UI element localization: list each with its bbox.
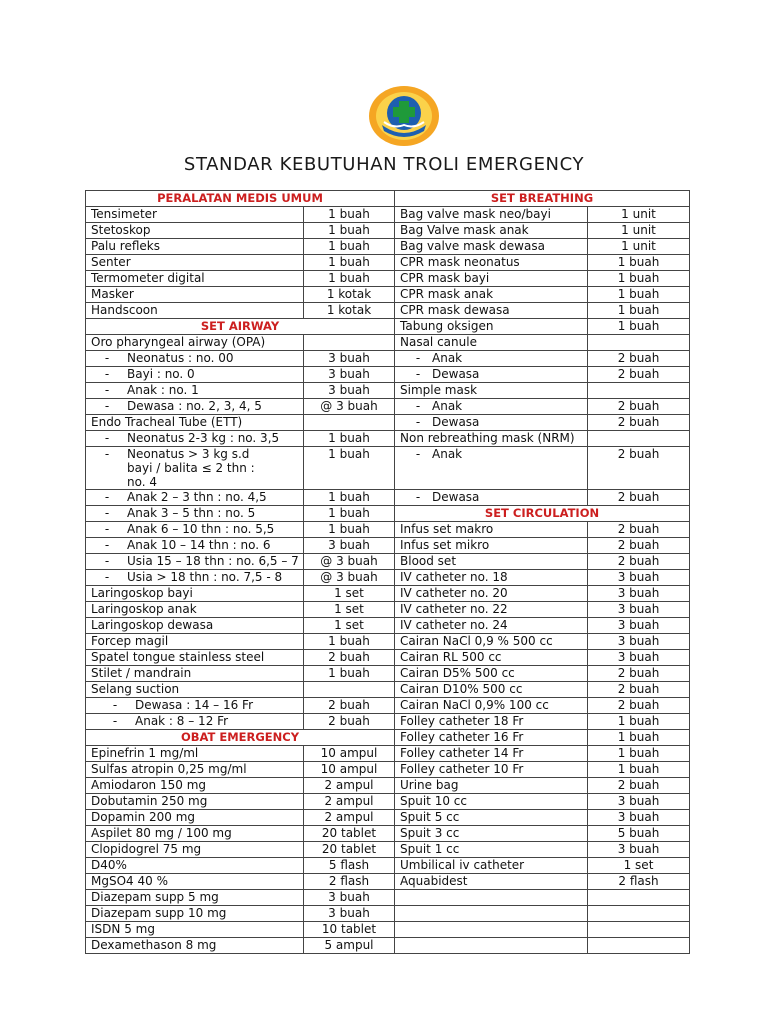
right-item-name: CPR mask dewasa — [395, 303, 588, 319]
left-item-qty: 1 buah — [304, 239, 395, 255]
left-item-name: Laringoskop bayi — [86, 586, 304, 602]
table-row — [86, 666, 690, 682]
right-item-qty: 3 buah — [588, 586, 690, 602]
right-item-qty: 1 buah — [588, 730, 690, 746]
left-item-qty: 3 buah — [304, 367, 395, 383]
left-item-qty: 1 kotak — [304, 287, 395, 303]
left-item-qty: 1 set — [304, 618, 395, 634]
left-item-name — [86, 570, 304, 586]
left-item-qty: 10 ampul — [304, 746, 395, 762]
table-row — [86, 415, 690, 431]
left-item-qty: 1 set — [304, 602, 395, 618]
left-item-qty: 1 buah — [304, 223, 395, 239]
left-item-qty: 1 buah — [304, 522, 395, 538]
left-item-name: Stilet / mandrain — [86, 666, 304, 682]
right-item-qty: 2 buah — [588, 554, 690, 570]
item-label: Anak — [432, 351, 463, 365]
right-item-name: IV catheter no. 18 — [395, 570, 588, 586]
left-item-qty: 20 tablet — [304, 842, 395, 858]
item-label: Usia 15 – 18 thn : no. 6,5 – 7 — [127, 554, 299, 568]
table-row — [86, 794, 690, 810]
table-row — [86, 239, 690, 255]
left-item-qty: 10 tablet — [304, 922, 395, 938]
left-item-name: Selang suction — [86, 682, 304, 698]
left-item-name — [86, 383, 304, 399]
right-item-name: Infus set makro — [395, 522, 588, 538]
table-row — [86, 367, 690, 383]
left-item-name — [86, 554, 304, 570]
left-item-name: Masker — [86, 287, 304, 303]
left-item-name — [86, 538, 304, 554]
right-item-name: Folley catheter 16 Fr — [395, 730, 588, 746]
right-item-qty: 3 buah — [588, 810, 690, 826]
left-item-name: MgSO4 40 % — [86, 874, 304, 890]
table-row — [86, 335, 690, 351]
right-item-name: CPR mask anak — [395, 287, 588, 303]
right-item-name: Cairan NaCl 0,9 % 500 cc — [395, 634, 588, 650]
left-item-name: Diazepam supp 10 mg — [86, 906, 304, 922]
right-item-qty: 2 buah — [588, 666, 690, 682]
right-item-qty: 3 buah — [588, 842, 690, 858]
table-row — [86, 207, 690, 223]
right-item-name: CPR mask neonatus — [395, 255, 588, 271]
list-dash: - — [104, 367, 110, 381]
right-item-qty: 3 buah — [588, 650, 690, 666]
left-item-name: Endo Tracheal Tube (ETT) — [86, 415, 304, 431]
item-label: Dewasa — [432, 415, 480, 429]
table-row — [86, 810, 690, 826]
left-item-name: Stetoskop — [86, 223, 304, 239]
list-dash: - — [104, 447, 110, 461]
left-item-name: Termometer digital — [86, 271, 304, 287]
left-item-name — [86, 490, 304, 506]
right-item-qty: 2 buah — [588, 682, 690, 698]
left-item-qty: 1 buah — [304, 666, 395, 682]
table-row — [86, 431, 690, 447]
left-item-name: Dobutamin 250 mg — [86, 794, 304, 810]
item-label: Neonatus 2-3 kg : no. 3,5 — [127, 431, 280, 445]
right-item-name — [395, 890, 588, 906]
right-item-qty: 2 buah — [588, 351, 690, 367]
right-item-name: CPR mask bayi — [395, 271, 588, 287]
left-item-name: Senter — [86, 255, 304, 271]
table-row — [86, 287, 690, 303]
left-item-qty: 2 ampul — [304, 810, 395, 826]
right-item-name — [395, 938, 588, 954]
left-item-qty: 2 buah — [304, 714, 395, 730]
right-item-qty: 3 buah — [588, 634, 690, 650]
table-row — [86, 319, 690, 335]
table-row — [86, 634, 690, 650]
left-item-qty: 1 buah — [304, 271, 395, 287]
right-item-name: Cairan NaCl 0,9% 100 cc — [395, 698, 588, 714]
table-row — [86, 890, 690, 906]
left-item-name — [86, 447, 304, 490]
left-item-qty: 3 buah — [304, 906, 395, 922]
right-item-name: Spuit 5 cc — [395, 810, 588, 826]
list-dash: - — [415, 490, 421, 504]
left-item-qty: 3 buah — [304, 351, 395, 367]
left-item-name: Sulfas atropin 0,25 mg/ml — [86, 762, 304, 778]
item-label: Anak : 8 – 12 Fr — [135, 714, 229, 728]
left-item-qty: 2 buah — [304, 650, 395, 666]
right-item-qty: 1 unit — [588, 239, 690, 255]
table-row — [86, 618, 690, 634]
table-row — [86, 682, 690, 698]
table-row — [86, 538, 690, 554]
left-item-qty: 1 buah — [304, 431, 395, 447]
table-row — [86, 191, 690, 207]
left-item-name: Spatel tongue stainless steel — [86, 650, 304, 666]
list-dash: - — [415, 351, 421, 365]
table-row — [86, 714, 690, 730]
left-item-qty — [304, 682, 395, 698]
left-item-name: Dopamin 200 mg — [86, 810, 304, 826]
left-item-qty: 1 buah — [304, 490, 395, 506]
table-row — [86, 223, 690, 239]
right-item-qty — [588, 906, 690, 922]
right-item-qty: 1 buah — [588, 287, 690, 303]
list-dash: - — [104, 538, 110, 552]
section-header: SET AIRWAY — [86, 319, 395, 335]
right-item-qty: 2 buah — [588, 490, 690, 506]
table-row — [86, 303, 690, 319]
right-item-name — [395, 447, 588, 490]
right-item-qty — [588, 335, 690, 351]
right-item-name: Infus set mikro — [395, 538, 588, 554]
table-row — [86, 906, 690, 922]
left-item-name — [86, 351, 304, 367]
right-item-name — [395, 351, 588, 367]
table-row — [86, 778, 690, 794]
right-item-name: Bag valve mask neo/bayi — [395, 207, 588, 223]
item-label: Anak 6 – 10 thn : no. 5,5 — [127, 522, 275, 536]
right-item-name: Bag valve mask dewasa — [395, 239, 588, 255]
left-item-name — [86, 431, 304, 447]
left-item-qty: 1 set — [304, 586, 395, 602]
right-item-name: Cairan D10% 500 cc — [395, 682, 588, 698]
section-header: PERALATAN MEDIS UMUM — [86, 191, 395, 207]
item-label: Anak 2 – 3 thn : no. 4,5 — [127, 490, 267, 504]
list-dash: - — [104, 554, 110, 568]
emergency-trolley-table — [85, 190, 690, 954]
left-item-qty: @ 3 buah — [304, 554, 395, 570]
item-label: Usia > 18 thn : no. 7,5 - 8 — [127, 570, 283, 584]
left-item-qty: 2 flash — [304, 874, 395, 890]
right-item-name: Umbilical iv catheter — [395, 858, 588, 874]
right-item-qty: 5 buah — [588, 826, 690, 842]
list-dash: - — [415, 447, 421, 461]
left-item-name — [86, 399, 304, 415]
right-item-name: Spuit 3 cc — [395, 826, 588, 842]
right-item-name: Blood set — [395, 554, 588, 570]
list-dash: - — [104, 506, 110, 520]
item-label: Dewasa — [432, 490, 480, 504]
right-item-qty — [588, 890, 690, 906]
item-label: Dewasa : no. 2, 3, 4, 5 — [127, 399, 262, 413]
list-dash: - — [415, 399, 421, 413]
right-item-name: Spuit 10 cc — [395, 794, 588, 810]
right-item-name — [395, 922, 588, 938]
right-item-qty: 1 buah — [588, 762, 690, 778]
left-item-name — [86, 714, 304, 730]
right-item-name: Non rebreathing mask (NRM) — [395, 431, 588, 447]
left-item-qty: 1 buah — [304, 255, 395, 271]
list-dash: - — [104, 351, 110, 365]
right-item-qty: 2 buah — [588, 399, 690, 415]
table-row — [86, 922, 690, 938]
item-label: Neonatus : no. 00 — [127, 351, 234, 365]
left-item-name — [86, 522, 304, 538]
right-item-qty: 1 buah — [588, 303, 690, 319]
table-row — [86, 842, 690, 858]
right-item-qty: 1 buah — [588, 714, 690, 730]
list-dash: - — [104, 399, 110, 413]
right-item-qty: 2 buah — [588, 522, 690, 538]
list-dash: - — [112, 714, 118, 728]
right-item-name: Folley catheter 10 Fr — [395, 762, 588, 778]
list-dash: - — [104, 570, 110, 584]
table-row — [86, 351, 690, 367]
table-row — [86, 554, 690, 570]
table-row — [86, 586, 690, 602]
right-item-qty: 3 buah — [588, 618, 690, 634]
left-item-name: Aspilet 80 mg / 100 mg — [86, 826, 304, 842]
table-row — [86, 698, 690, 714]
item-label: Anak 10 – 14 thn : no. 6 — [127, 538, 271, 552]
left-item-qty: 3 buah — [304, 383, 395, 399]
left-item-name: Oro pharyngeal airway (OPA) — [86, 335, 304, 351]
right-item-qty: 1 set — [588, 858, 690, 874]
left-item-qty: @ 3 buah — [304, 570, 395, 586]
left-item-name — [86, 698, 304, 714]
left-item-name: Diazepam supp 5 mg — [86, 890, 304, 906]
right-item-name: Nasal canule — [395, 335, 588, 351]
list-dash: - — [104, 522, 110, 536]
table-row — [86, 522, 690, 538]
right-item-qty — [588, 431, 690, 447]
section-header: SET BREATHING — [395, 191, 690, 207]
right-item-name — [395, 415, 588, 431]
right-item-qty: 3 buah — [588, 794, 690, 810]
left-item-qty: 3 buah — [304, 538, 395, 554]
table-row — [86, 255, 690, 271]
left-item-name: Laringoskop anak — [86, 602, 304, 618]
table-row — [86, 858, 690, 874]
right-item-qty: 3 buah — [588, 570, 690, 586]
left-item-name: Dexamethason 8 mg — [86, 938, 304, 954]
section-header: OBAT EMERGENCY — [86, 730, 395, 746]
item-label: Dewasa : 14 – 16 Fr — [135, 698, 254, 712]
left-item-qty: 5 flash — [304, 858, 395, 874]
right-item-name: Urine bag — [395, 778, 588, 794]
left-item-qty: 1 buah — [304, 634, 395, 650]
right-item-name: Aquabidest — [395, 874, 588, 890]
table-row — [86, 506, 690, 522]
right-item-qty: 1 buah — [588, 319, 690, 335]
right-item-qty — [588, 938, 690, 954]
table-row — [86, 730, 690, 746]
table-row — [86, 746, 690, 762]
list-dash: - — [112, 698, 118, 712]
right-item-name: Spuit 1 cc — [395, 842, 588, 858]
table-row — [86, 826, 690, 842]
left-item-name: Tensimeter — [86, 207, 304, 223]
right-item-qty: 1 buah — [588, 271, 690, 287]
left-item-qty — [304, 415, 395, 431]
right-item-name: IV catheter no. 20 — [395, 586, 588, 602]
right-item-name: Cairan D5% 500 cc — [395, 666, 588, 682]
left-item-qty: 10 ampul — [304, 762, 395, 778]
list-dash: - — [104, 490, 110, 504]
item-label: Dewasa — [432, 367, 480, 381]
right-item-qty: 2 buah — [588, 778, 690, 794]
section-header: SET CIRCULATION — [395, 506, 690, 522]
right-item-name: Bag Valve mask anak — [395, 223, 588, 239]
right-item-name — [395, 399, 588, 415]
right-item-name: Folley catheter 18 Fr — [395, 714, 588, 730]
right-item-name — [395, 490, 588, 506]
left-item-qty: 2 ampul — [304, 794, 395, 810]
right-item-name: Folley catheter 14 Fr — [395, 746, 588, 762]
right-item-name: Cairan RL 500 cc — [395, 650, 588, 666]
left-item-name: Laringoskop dewasa — [86, 618, 304, 634]
right-item-name: IV catheter no. 22 — [395, 602, 588, 618]
left-item-qty: 1 buah — [304, 447, 395, 490]
right-item-name: IV catheter no. 24 — [395, 618, 588, 634]
table-row — [86, 602, 690, 618]
right-item-qty: 2 buah — [588, 367, 690, 383]
item-label: Neonatus > 3 kg s.d bayi / balita ≤ 2 thn : no. 4 — [127, 447, 255, 489]
left-item-qty: 2 ampul — [304, 778, 395, 794]
right-item-name: Tabung oksigen — [395, 319, 588, 335]
table-row — [86, 399, 690, 415]
table-row — [86, 570, 690, 586]
right-item-name — [395, 367, 588, 383]
left-item-qty — [304, 335, 395, 351]
right-item-qty: 2 buah — [588, 538, 690, 554]
right-item-qty: 3 buah — [588, 602, 690, 618]
left-item-name: Epinefrin 1 mg/ml — [86, 746, 304, 762]
item-label: Anak : no. 1 — [127, 383, 199, 397]
table-row — [86, 650, 690, 666]
table-row — [86, 490, 690, 506]
table-row — [86, 447, 690, 490]
item-label: Bayi : no. 0 — [127, 367, 195, 381]
list-dash: - — [104, 383, 110, 397]
right-item-qty — [588, 383, 690, 399]
right-item-qty: 1 buah — [588, 255, 690, 271]
left-item-qty: 2 buah — [304, 698, 395, 714]
left-item-name — [86, 367, 304, 383]
table-row — [86, 762, 690, 778]
item-label: Anak 3 – 5 thn : no. 5 — [127, 506, 256, 520]
right-item-qty: 2 buah — [588, 447, 690, 490]
item-label: Anak — [432, 399, 463, 413]
left-item-qty: 3 buah — [304, 890, 395, 906]
left-item-qty: 1 buah — [304, 207, 395, 223]
right-item-qty: 2 buah — [588, 698, 690, 714]
left-item-name: Forcep magil — [86, 634, 304, 650]
left-item-name: Handscoon — [86, 303, 304, 319]
right-item-qty: 1 unit — [588, 207, 690, 223]
left-item-name: D40% — [86, 858, 304, 874]
left-item-name: Clopidogrel 75 mg — [86, 842, 304, 858]
item-label: Anak — [432, 447, 463, 461]
list-dash: - — [104, 431, 110, 445]
right-item-qty: 1 buah — [588, 746, 690, 762]
table-row — [86, 874, 690, 890]
right-item-qty — [588, 922, 690, 938]
left-item-qty: 1 buah — [304, 506, 395, 522]
left-item-name: Amiodaron 150 mg — [86, 778, 304, 794]
left-item-qty: 20 tablet — [304, 826, 395, 842]
list-dash: - — [415, 415, 421, 429]
right-item-qty: 1 unit — [588, 223, 690, 239]
table-row — [86, 271, 690, 287]
left-item-name: ISDN 5 mg — [86, 922, 304, 938]
left-item-qty: 1 kotak — [304, 303, 395, 319]
right-item-name: Simple mask — [395, 383, 588, 399]
right-item-name — [395, 906, 588, 922]
bakti-husada-logo — [368, 85, 440, 147]
right-item-qty: 2 flash — [588, 874, 690, 890]
left-item-name: Palu refleks — [86, 239, 304, 255]
document-title: STANDAR KEBUTUHAN TROLI EMERGENCY — [183, 154, 585, 175]
left-item-qty: 5 ampul — [304, 938, 395, 954]
list-dash: - — [415, 367, 421, 381]
table-row — [86, 938, 690, 954]
right-item-qty: 2 buah — [588, 415, 690, 431]
left-item-name — [86, 506, 304, 522]
table-row — [86, 383, 690, 399]
left-item-qty: @ 3 buah — [304, 399, 395, 415]
